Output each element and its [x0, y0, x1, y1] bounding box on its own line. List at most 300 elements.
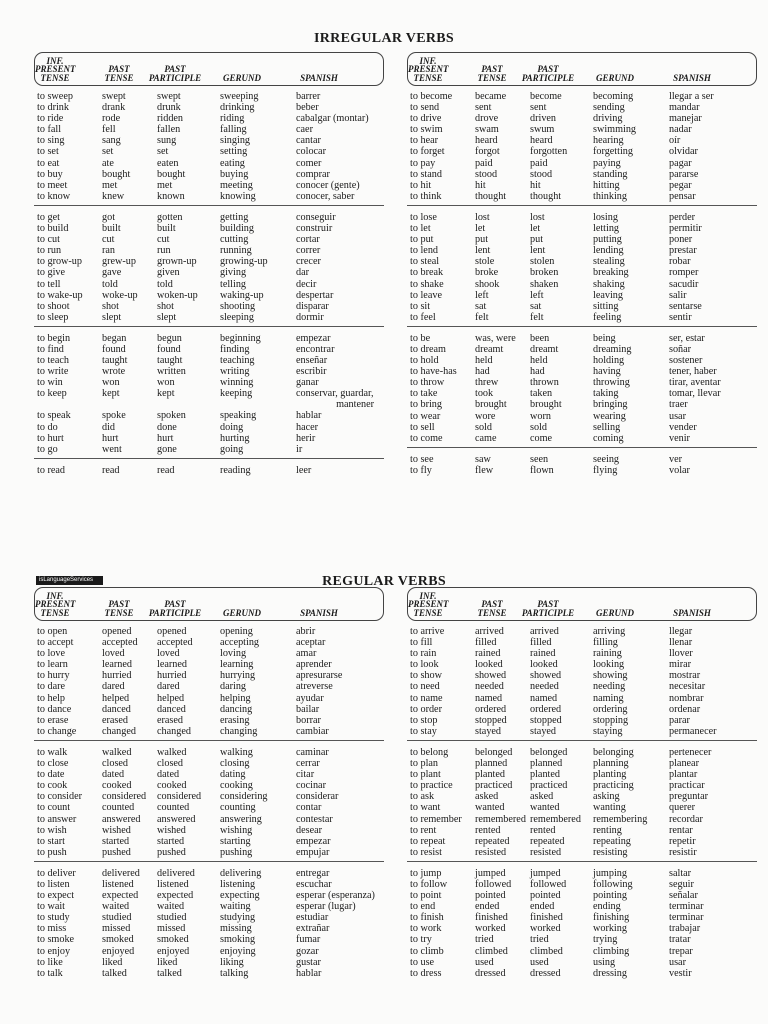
past-tense: expected — [102, 890, 139, 902]
verb-row — [407, 912, 757, 923]
gerund: selling — [593, 421, 621, 433]
past-tense: cooked — [102, 780, 132, 792]
gerund: sending — [593, 102, 625, 114]
past-participle: worked — [530, 923, 561, 935]
verb-row — [407, 113, 757, 124]
past-tense: taught — [102, 355, 128, 367]
past-participle: opened — [157, 626, 187, 637]
gerund: helping — [220, 692, 251, 704]
past-participle: ended — [530, 901, 555, 913]
past-tense: ate — [102, 157, 114, 169]
past-tense: shook — [475, 278, 500, 290]
spanish-translation: contar — [296, 802, 322, 814]
spanish-translation: atreverse — [296, 681, 333, 693]
past-tense: began — [102, 332, 127, 344]
spanish-translation: prestar — [669, 245, 697, 257]
infinitive: to sweep — [37, 91, 73, 102]
verb-group — [34, 86, 384, 206]
past-participle: worn — [530, 410, 551, 422]
past-participle: showed — [530, 670, 562, 682]
verb-row — [407, 780, 757, 791]
verb-row — [407, 411, 757, 422]
spanish-translation: hacer — [296, 421, 319, 433]
gerund: paying — [593, 157, 621, 169]
gerund: renting — [593, 824, 622, 836]
header-past-participle: PAST PARTICIPLE — [148, 599, 202, 618]
verb-row — [34, 344, 384, 355]
spanish-translation: caminar — [296, 746, 329, 758]
past-tense: finished — [475, 912, 508, 924]
past-participle: waited — [157, 901, 185, 913]
past-tense: felt — [475, 311, 489, 323]
past-participle: repeated — [530, 835, 565, 847]
past-participle: dressed — [530, 967, 561, 979]
gerund: telling — [220, 278, 247, 290]
verb-row — [407, 279, 757, 290]
spanish-translation: beber — [296, 102, 319, 114]
header-spanish: SPANISH — [300, 72, 338, 83]
gerund: counting — [220, 802, 256, 814]
verb-row — [407, 825, 757, 836]
past-tense: stood — [475, 168, 498, 180]
spanish-translation: mirar — [669, 659, 692, 671]
infinitive: to wake-up — [37, 289, 83, 301]
gerund: pushing — [220, 846, 253, 858]
past-tense: showed — [475, 670, 507, 682]
column-header — [34, 52, 384, 86]
past-tense: planted — [475, 769, 505, 781]
header-past-participle: PAST PARTICIPLE — [521, 599, 575, 618]
spanish-translation: pagar — [669, 157, 692, 169]
infinitive: to keep — [37, 388, 67, 400]
verb-row — [407, 681, 757, 692]
past-participle: thrown — [530, 377, 559, 389]
infinitive: to walk — [37, 746, 68, 758]
past-participle: listened — [157, 878, 189, 890]
spanish-translation: salir — [669, 289, 687, 301]
past-participle: closed — [157, 758, 184, 770]
verb-row — [407, 124, 757, 135]
past-tense: drove — [475, 113, 499, 125]
infinitive: to deliver — [37, 867, 76, 879]
header-past-tense: PAST TENSE — [104, 599, 134, 618]
verb-row — [407, 267, 757, 278]
past-participle: asked — [530, 791, 554, 803]
past-tense: dressed — [475, 967, 506, 979]
verb-row — [34, 191, 384, 202]
verb-row — [407, 946, 757, 957]
infinitive: to wear — [410, 410, 441, 422]
past-participle: stopped — [530, 714, 562, 726]
spanish-translation: amar — [296, 648, 317, 660]
past-participle: delivered — [157, 867, 195, 879]
verb-group — [34, 328, 384, 459]
gerund: liking — [220, 956, 244, 968]
spanish-translation: llenar — [669, 637, 693, 649]
past-tense: belonged — [475, 746, 513, 758]
spanish-translation: recordar — [669, 813, 703, 825]
gerund: waiting — [220, 901, 251, 913]
gerund: becoming — [593, 91, 634, 102]
past-participle: pointed — [530, 890, 561, 902]
past-tense: saw — [475, 453, 491, 465]
spanish-translation: cortar — [296, 234, 320, 246]
spanish-translation: entregar — [296, 867, 330, 879]
spanish-translation: cerrar — [296, 758, 320, 770]
spanish-translation: repetir — [669, 835, 696, 847]
infinitive: to like — [37, 956, 63, 968]
past-participle: been — [530, 332, 550, 344]
verb-row — [407, 726, 757, 737]
verb-row — [34, 290, 384, 301]
past-participle: erased — [157, 714, 184, 726]
gerund: dreaming — [593, 343, 632, 355]
past-tense: wished — [102, 824, 131, 836]
verb-group — [407, 742, 757, 862]
verb-row — [34, 715, 384, 726]
spanish-translation: permitir — [669, 223, 702, 235]
past-tense: learned — [102, 659, 132, 671]
spanish-translation: tirar, aventar — [669, 377, 721, 389]
past-tense: kept — [102, 388, 120, 400]
verb-row — [34, 355, 384, 366]
language-services-logo: isLanguageServices — [36, 576, 103, 585]
spanish-translation: mandar — [669, 102, 700, 114]
past-tense: erased — [102, 714, 129, 726]
infinitive: to point — [410, 890, 442, 902]
past-tense: heard — [475, 135, 498, 147]
infinitive: to look — [410, 659, 439, 671]
past-tense: slept — [102, 311, 122, 323]
spanish-translation: esperar (lugar) — [296, 901, 356, 913]
gerund: giving — [220, 267, 247, 279]
spanish-translation: dar — [296, 267, 310, 279]
past-tense: spoke — [102, 410, 126, 422]
spanish-translation: fumar — [296, 934, 321, 946]
spanish-translation: nadar — [669, 124, 692, 136]
spanish-translation: querer — [669, 802, 696, 814]
column-header — [34, 587, 384, 621]
past-tense: swept — [102, 91, 126, 102]
verb-row — [407, 934, 757, 945]
past-tense: planned — [475, 758, 508, 770]
gerund: singing — [220, 135, 251, 147]
past-participle: named — [530, 692, 558, 704]
past-participle: fallen — [157, 124, 181, 136]
verb-group — [407, 207, 757, 327]
past-participle: sold — [530, 421, 547, 433]
infinitive: to help — [37, 692, 66, 704]
past-tense: rented — [475, 824, 501, 836]
past-participle: helped — [157, 692, 185, 704]
past-participle: smoked — [157, 934, 189, 946]
spanish-translation: mantener — [336, 399, 374, 411]
gerund: riding — [220, 113, 245, 125]
infinitive: to leave — [410, 289, 442, 301]
past-tense: became — [475, 91, 507, 102]
verb-row — [34, 102, 384, 113]
irregular-verbs-title: IRREGULAR VERBS — [314, 31, 454, 46]
header-infinitive: INF. PRESENT TENSE — [408, 590, 449, 618]
infinitive: to hurt — [37, 432, 64, 444]
past-tense: named — [475, 692, 503, 704]
past-tense: resisted — [475, 846, 507, 858]
past-tense: came — [475, 432, 497, 444]
verb-row — [407, 879, 757, 890]
past-tense: sold — [475, 421, 492, 433]
spanish-translation: ser, estar — [669, 332, 705, 344]
verb-row — [34, 626, 384, 637]
gerund: growing-up — [220, 256, 268, 268]
past-participle: cut — [157, 234, 170, 246]
past-participle: learned — [157, 659, 187, 671]
infinitive: to drink — [37, 102, 69, 114]
verb-row — [34, 366, 384, 377]
verb-row — [407, 290, 757, 301]
infinitive: to write — [37, 366, 69, 378]
gerund: smoking — [220, 934, 256, 946]
past-participle: resisted — [530, 846, 562, 858]
past-participle: swum — [530, 124, 555, 136]
infinitive: to go — [37, 443, 58, 455]
gerund: starting — [220, 835, 251, 847]
past-participle: planted — [530, 769, 560, 781]
header-infinitive: INF. PRESENT TENSE — [35, 55, 76, 83]
spanish-translation: desear — [296, 824, 323, 836]
infinitive: to think — [410, 190, 442, 202]
infinitive: to throw — [410, 377, 445, 389]
past-participle: changed — [157, 725, 191, 737]
infinitive: to teach — [37, 355, 69, 367]
past-tense: looked — [475, 659, 503, 671]
infinitive: to need — [410, 681, 440, 693]
infinitive: to smoke — [37, 934, 75, 946]
past-participle: sat — [530, 300, 542, 312]
infinitive: to let — [410, 223, 431, 235]
verb-row — [34, 212, 384, 223]
verb-row — [407, 355, 757, 366]
spanish-translation: sostener — [669, 355, 703, 367]
verb-row — [407, 747, 757, 758]
infinitive: to enjoy — [37, 945, 71, 957]
spanish-translation: ayudar — [296, 692, 324, 704]
past-participle: talked — [157, 967, 182, 979]
header-past-participle: PAST PARTICIPLE — [148, 64, 202, 83]
gerund: buying — [220, 168, 249, 180]
past-participle: read — [157, 464, 175, 476]
spanish-translation: disparar — [296, 300, 329, 312]
gerund: cooking — [220, 780, 253, 792]
verb-row — [34, 814, 384, 825]
infinitive: to dance — [37, 703, 72, 715]
past-tense: did — [102, 421, 116, 433]
verb-row — [34, 91, 384, 102]
verb-row — [407, 769, 757, 780]
spanish-translation: pensar — [669, 190, 696, 202]
past-participle: had — [530, 366, 545, 378]
gerund: pointing — [593, 890, 627, 902]
spanish-translation: resistir — [669, 846, 697, 858]
infinitive: to repeat — [410, 835, 446, 847]
infinitive: to win — [37, 377, 63, 389]
past-tense: hurried — [102, 670, 132, 682]
past-participle: sung — [157, 135, 177, 147]
verb-row — [407, 648, 757, 659]
infinitive: to hold — [410, 355, 439, 367]
gerund: winning — [220, 377, 254, 389]
spanish-translation: conocer (gente) — [296, 179, 360, 191]
past-participle: remembered — [530, 813, 581, 825]
spanish-translation: terminar — [669, 901, 704, 913]
infinitive: to do — [37, 421, 58, 433]
verb-row — [34, 890, 384, 901]
verb-row — [407, 388, 757, 399]
gerund: ordering — [593, 703, 628, 715]
past-participle: bought — [157, 168, 186, 180]
verb-row — [407, 399, 757, 410]
gerund: raining — [593, 648, 622, 660]
irregular-left-column — [34, 52, 384, 480]
spanish-translation: ganar — [296, 377, 319, 389]
gerund: writing — [220, 366, 250, 378]
spanish-translation: ir — [296, 443, 303, 455]
infinitive: to see — [410, 453, 434, 465]
gerund: planting — [593, 769, 627, 781]
gerund: walking — [220, 746, 253, 758]
verb-row — [407, 312, 757, 323]
header-gerund: GERUND — [222, 607, 261, 618]
infinitive: to fill — [410, 637, 433, 649]
gerund: planning — [593, 758, 629, 770]
past-tense: built — [102, 223, 121, 235]
verb-row — [407, 91, 757, 102]
spanish-translation: ver — [669, 453, 683, 465]
verb-row — [34, 912, 384, 923]
gerund: considering — [220, 791, 268, 803]
past-participle: ordered — [530, 703, 562, 715]
past-tense: jumped — [475, 867, 506, 879]
gerund: wanting — [593, 802, 626, 814]
verb-row — [407, 422, 757, 433]
gerund: staying — [593, 725, 623, 737]
past-participle: finished — [530, 912, 563, 924]
past-tense: stayed — [475, 725, 502, 737]
infinitive: to shoot — [37, 300, 70, 312]
past-tense: shot — [102, 300, 119, 312]
past-participle: rained — [530, 648, 556, 660]
infinitive: to hear — [410, 135, 439, 147]
past-tense: opened — [102, 626, 132, 637]
verb-row — [34, 670, 384, 681]
infinitive: to expect — [37, 890, 75, 902]
infinitive: to name — [410, 692, 443, 704]
gerund: trying — [593, 934, 618, 946]
spanish-translation: empezar — [296, 332, 331, 344]
infinitive: to wait — [37, 901, 66, 913]
past-tense: set — [102, 146, 114, 158]
infinitive: to belong — [410, 746, 449, 758]
past-participle: gone — [157, 443, 177, 455]
past-tense: talked — [102, 967, 127, 979]
verb-row — [407, 344, 757, 355]
past-tense: stole — [475, 256, 495, 268]
past-tense: drank — [102, 102, 126, 114]
verb-row — [407, 791, 757, 802]
past-tense: walked — [102, 746, 132, 758]
infinitive: to build — [37, 223, 69, 235]
verb-row — [407, 433, 757, 444]
verb-row — [407, 256, 757, 267]
verb-row — [34, 901, 384, 912]
past-tense: won — [102, 377, 120, 389]
verb-row — [407, 758, 757, 769]
spanish-translation: tomar, llevar — [669, 388, 721, 400]
verb-row — [407, 659, 757, 670]
verb-row — [34, 847, 384, 858]
past-participle: brought — [530, 399, 562, 411]
past-participle: tried — [530, 934, 549, 946]
gerund: sitting — [593, 300, 619, 312]
past-tense: dared — [102, 681, 125, 693]
header-spanish: SPANISH — [673, 72, 711, 83]
infinitive: to climb — [410, 945, 444, 957]
verb-row — [407, 146, 757, 157]
spanish-translation: comprar — [296, 168, 330, 180]
verb-row — [407, 847, 757, 858]
verb-row — [34, 180, 384, 191]
gerund: hearing — [593, 135, 624, 147]
spanish-translation: practicar — [669, 780, 705, 792]
spanish-translation: volar — [669, 464, 690, 476]
past-tense: tried — [475, 934, 494, 946]
verb-row — [407, 191, 757, 202]
spanish-translation: crecer — [296, 256, 321, 268]
infinitive: to consider — [37, 791, 82, 803]
verb-row — [34, 879, 384, 890]
past-participle: written — [157, 366, 186, 378]
gerund: beginning — [220, 332, 261, 344]
past-participle: belonged — [530, 746, 568, 758]
infinitive: to speak — [37, 410, 71, 422]
past-tense: sent — [475, 102, 492, 114]
infinitive: to rent — [410, 824, 437, 836]
gerund: dressing — [593, 967, 627, 979]
gerund: changing — [220, 725, 258, 737]
spanish-translation: romper — [669, 267, 699, 279]
verb-row — [34, 279, 384, 290]
spanish-translation: enseñar — [296, 355, 328, 367]
spanish-translation: empezar — [296, 835, 331, 847]
gerund: taking — [593, 388, 619, 400]
infinitive: to ask — [410, 791, 435, 803]
gerund: putting — [593, 234, 622, 246]
past-tense: delivered — [102, 867, 140, 879]
gerund: going — [220, 443, 244, 455]
past-participle: lost — [530, 211, 545, 223]
gerund: missing — [220, 923, 252, 935]
verb-row — [34, 234, 384, 245]
past-tense: studied — [102, 912, 132, 924]
spanish-translation: pegar — [669, 179, 692, 191]
spanish-translation: tratar — [669, 934, 691, 946]
verb-row — [407, 715, 757, 726]
header-past-tense: PAST TENSE — [477, 64, 507, 83]
past-tense: put — [475, 234, 489, 246]
past-tense: wrote — [102, 366, 126, 378]
infinitive: to be — [410, 332, 431, 344]
spanish-translation: sentir — [669, 311, 692, 323]
spanish-translation: barrer — [296, 91, 321, 102]
